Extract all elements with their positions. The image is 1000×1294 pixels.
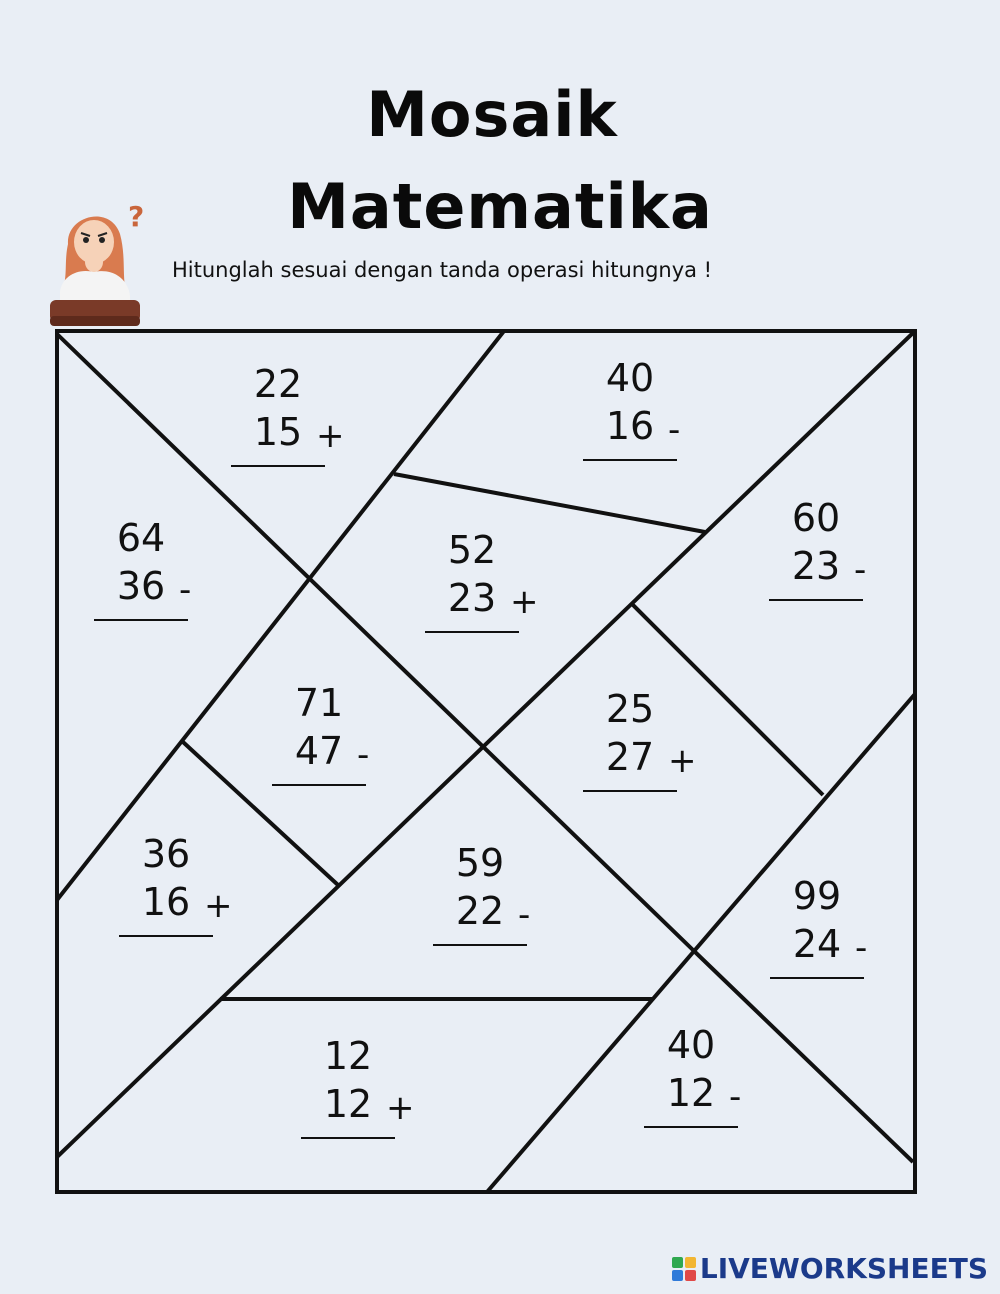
answer-line (301, 1137, 395, 1139)
problem-number-top: 22 (253, 362, 303, 406)
problem-operator: + (386, 1088, 415, 1128)
answer-line (433, 944, 527, 946)
instruction-text: Hitunglah sesuai dengan tanda operasi hitungnya ! (172, 258, 713, 282)
answer-line (119, 935, 213, 937)
problem-number-top: 71 (294, 681, 344, 725)
svg-text:?: ? (128, 200, 145, 233)
answer-line (231, 465, 325, 467)
problem-operator: - (668, 410, 681, 450)
problem-number-top: 25 (605, 687, 655, 731)
answer-line (425, 631, 519, 633)
problem-number-bottom: 23 (447, 576, 497, 620)
answer-line (583, 459, 677, 461)
problem-operator: - (855, 928, 868, 968)
problem-number-top: 59 (455, 841, 505, 885)
problem-number-top: 60 (791, 496, 841, 540)
answer-line (769, 599, 863, 601)
problem-operator: - (854, 550, 867, 590)
problem-number-bottom: 23 (791, 544, 841, 588)
problem-operator: + (668, 741, 697, 781)
problem-operator: - (518, 895, 531, 935)
problem-operator: - (729, 1077, 742, 1117)
problem-number-bottom: 36 (116, 564, 166, 608)
liveworksheets-logo[interactable] (672, 1252, 988, 1285)
problem-number-bottom: 12 (323, 1082, 373, 1126)
answer-line (94, 619, 188, 621)
title-line-2: Matematika (287, 170, 713, 243)
problem-number-bottom: 24 (792, 922, 842, 966)
problem-number-bottom: 22 (455, 889, 505, 933)
problem-number-top: 40 (666, 1023, 716, 1067)
title-line-1: Mosaik (366, 78, 618, 151)
problem-number-top: 40 (605, 356, 655, 400)
problem-operator: + (204, 886, 233, 926)
problem-operator: + (510, 582, 539, 622)
problem-number-top: 36 (141, 832, 191, 876)
problem-number-top: 64 (116, 516, 166, 560)
problem-number-bottom: 12 (666, 1071, 716, 1115)
problem-number-bottom: 16 (605, 404, 655, 448)
answer-line (644, 1126, 738, 1128)
answer-line (272, 784, 366, 786)
problem-number-top: 12 (323, 1034, 373, 1078)
logo-text: LIVEWORKSHEETS (699, 1252, 988, 1285)
liveworksheets-mark-icon (672, 1257, 696, 1281)
problem-number-bottom: 27 (605, 735, 655, 779)
problem-number-top: 99 (792, 874, 842, 918)
answer-line (583, 790, 677, 792)
problem-number-top: 52 (447, 528, 497, 572)
problem-number-bottom: 16 (141, 880, 191, 924)
problem-operator: - (179, 570, 192, 610)
answer-line (770, 977, 864, 979)
problem-number-bottom: 15 (253, 410, 303, 454)
problem-operator: + (316, 416, 345, 456)
problem-operator: - (357, 735, 370, 775)
problem-number-bottom: 47 (294, 729, 344, 773)
